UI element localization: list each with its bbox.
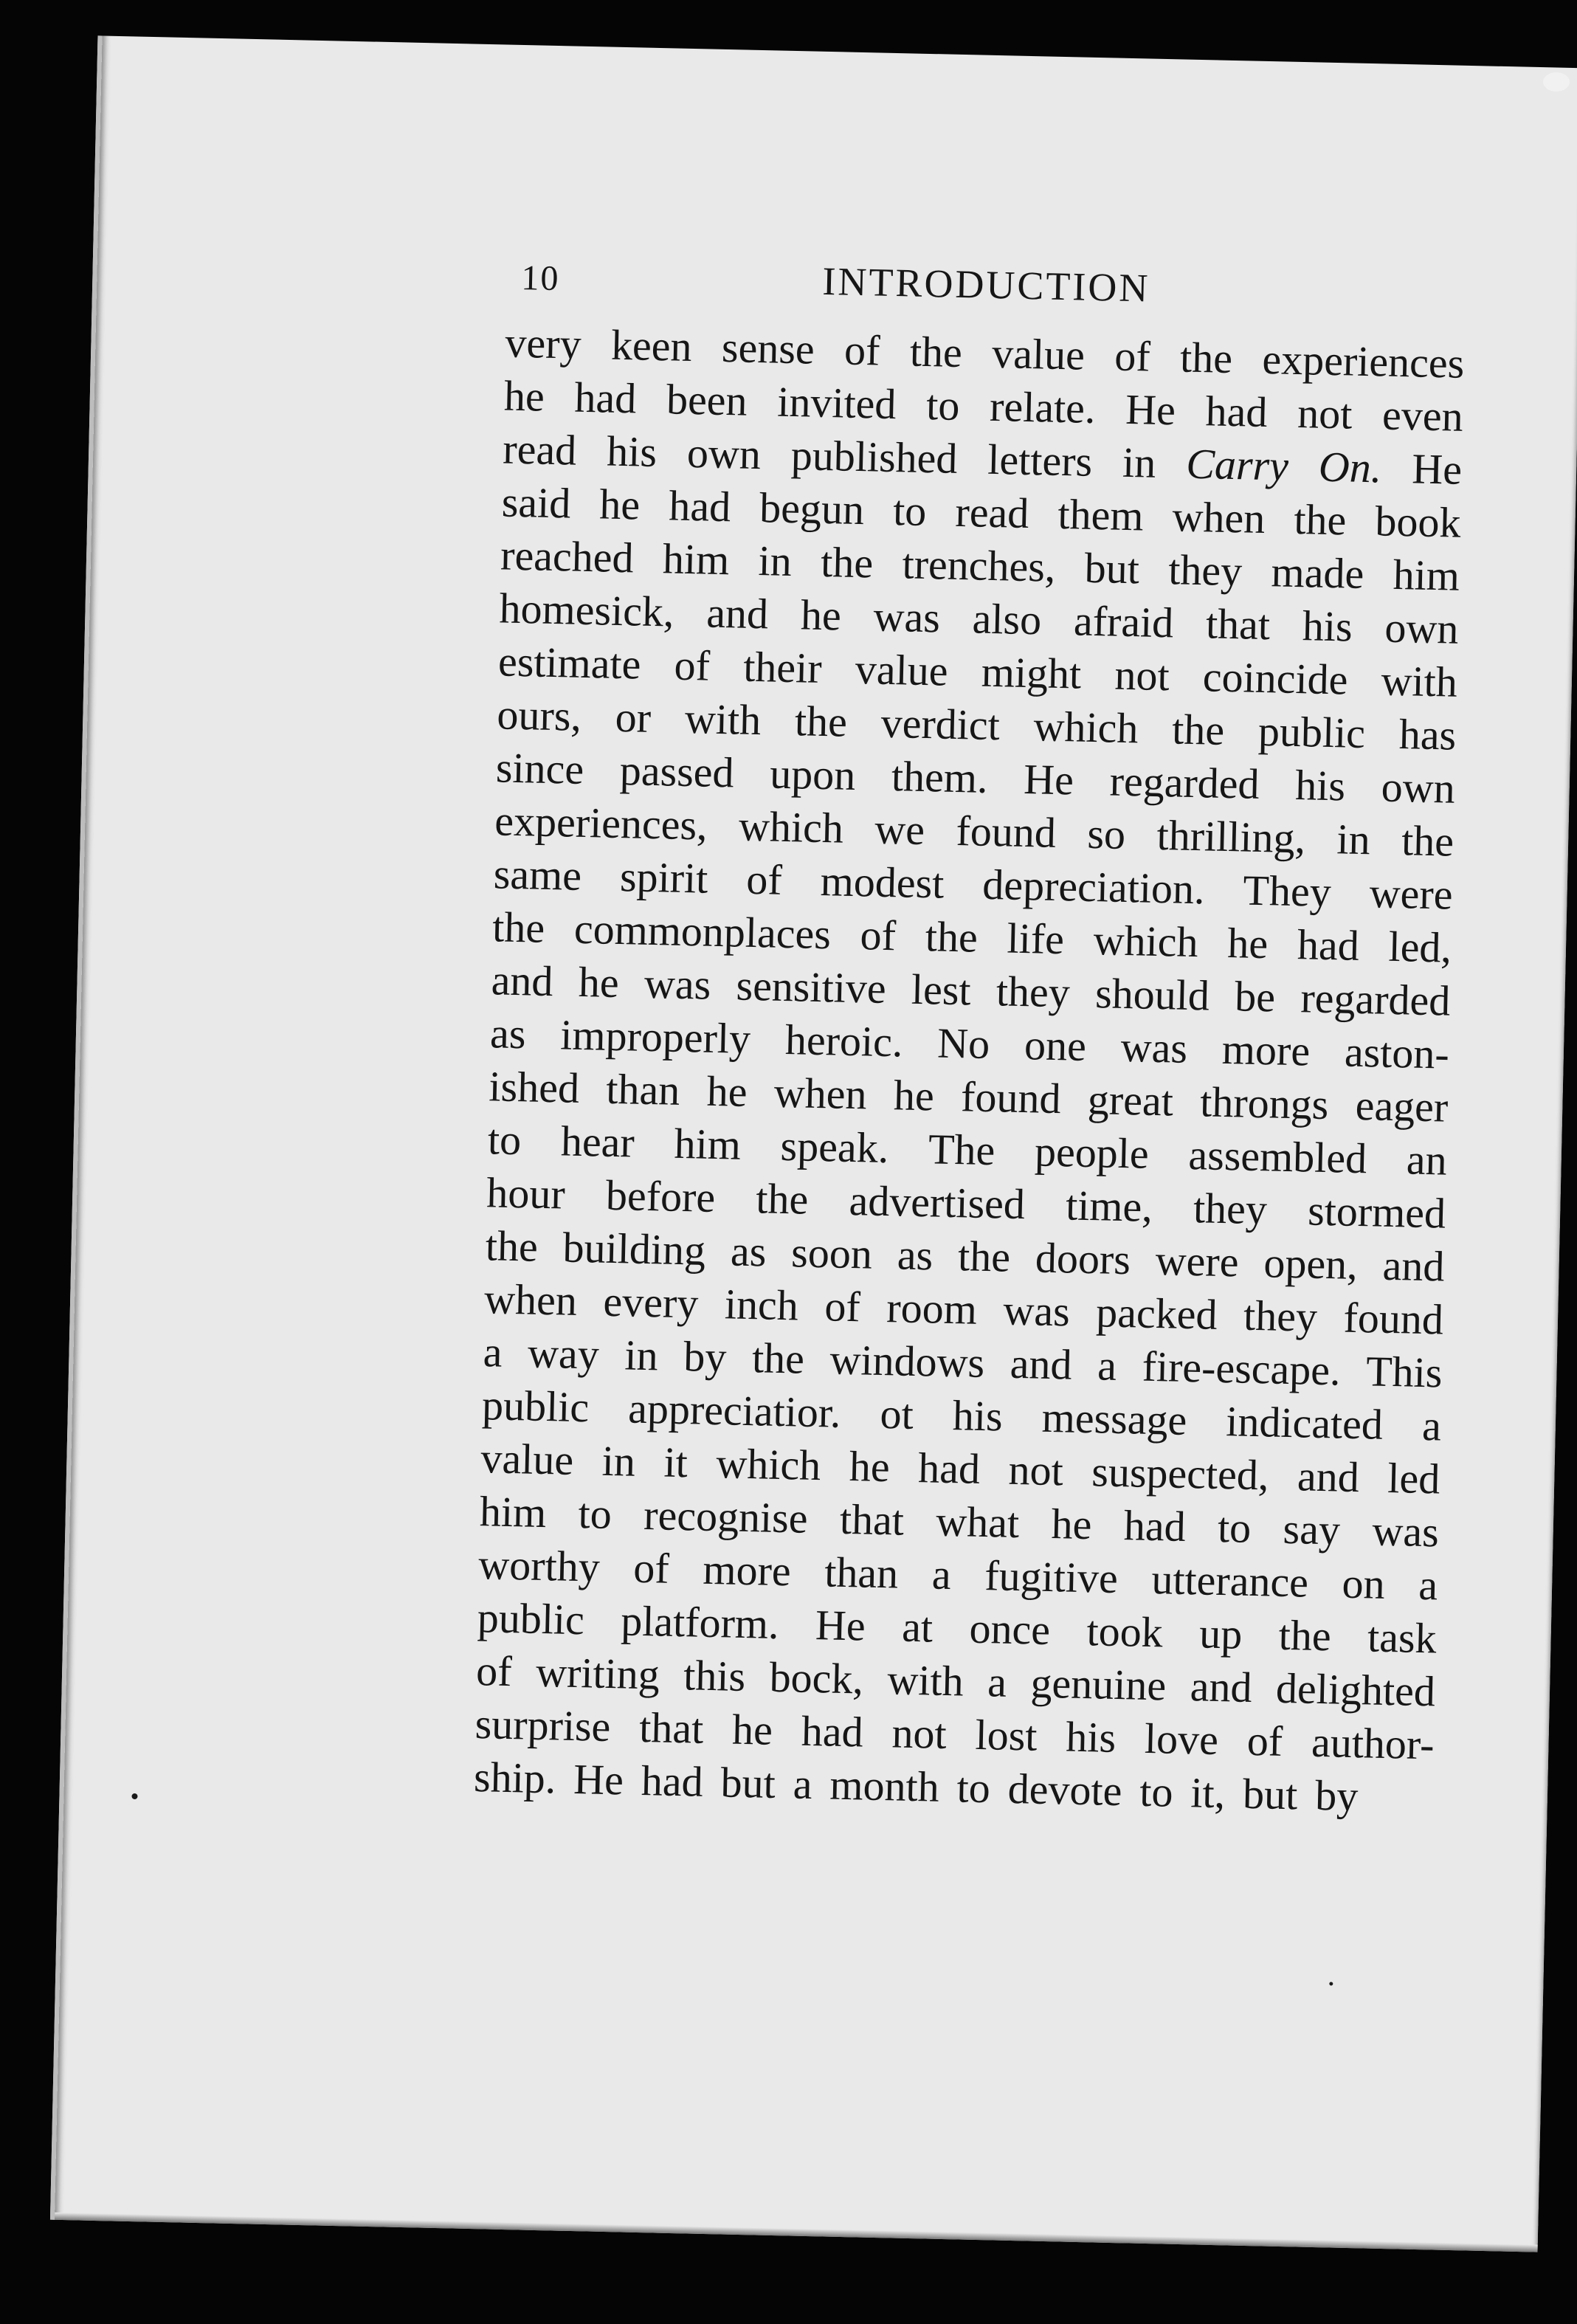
print-speck bbox=[131, 1793, 137, 1799]
body-line: reached him in the trenches, but they made him bbox=[500, 531, 1460, 600]
body-text bbox=[473, 317, 1465, 1825]
body-line: when every inch of room was packed they found bbox=[483, 1275, 1444, 1344]
body-line: of writing this bock, with a genuine and delighted bbox=[475, 1647, 1436, 1716]
body-line: said he had begun to read them when the book bbox=[501, 477, 1462, 547]
body-line: experiences, which we found so thrilling, in the bbox=[494, 796, 1455, 866]
body-line: since passed upon them. He regarded his own bbox=[495, 743, 1456, 813]
body-line: same spirit of modest depreciation. They were bbox=[493, 849, 1454, 919]
page-number: 10 bbox=[520, 258, 561, 299]
body-line: public appreciatior. ot his message indicated a bbox=[481, 1381, 1442, 1450]
text-block bbox=[473, 252, 1466, 1825]
body-line: hour before the advertised time, they stormed bbox=[486, 1168, 1446, 1238]
body-line: ished than he when he found great throngs eager bbox=[488, 1062, 1449, 1131]
scan-corner-mark bbox=[1543, 72, 1570, 92]
body-line: estimate of their value might not coincide with bbox=[497, 637, 1458, 706]
body-line: him to recognise that what he had to say was bbox=[479, 1487, 1440, 1556]
body-line: value in it which he had not suspected, and led bbox=[480, 1434, 1441, 1503]
body-line: worthy of more than a fugitive utterance on a bbox=[477, 1540, 1438, 1610]
body-line: a way in by the windows and a fire-escape. This bbox=[483, 1328, 1443, 1397]
body-line: surprise that he had not lost his love of author- bbox=[475, 1700, 1435, 1769]
body-line: he had been invited to relate. He had not even bbox=[503, 371, 1464, 441]
body-line: read his own published letters in Carry On. He bbox=[502, 424, 1463, 494]
body-line: public platform. He at once took up the task bbox=[477, 1593, 1438, 1663]
book-page bbox=[50, 35, 1577, 2252]
body-line: the commonplaces of the life which he had led, bbox=[491, 903, 1452, 972]
print-speck bbox=[1329, 1982, 1333, 1985]
body-line: ours, or with the verdict which the public has bbox=[496, 690, 1457, 759]
body-line: as improperly heroic. No one was more aston- bbox=[489, 1009, 1450, 1078]
body-line: to hear him speak. The people assembled an bbox=[487, 1115, 1448, 1185]
body-line: very keen sense of the value of the experiences bbox=[504, 318, 1465, 387]
body-line: ship. He had but a month to devote to it, but by bbox=[473, 1753, 1359, 1821]
body-line: and he was sensitive lest they should be regarded bbox=[491, 956, 1452, 1025]
body-line: the building as soon as the doors were open, and bbox=[485, 1221, 1446, 1291]
running-title: INTRODUCTION bbox=[821, 258, 1151, 311]
body-line: homesick, and he was also afraid that his own bbox=[499, 584, 1460, 653]
